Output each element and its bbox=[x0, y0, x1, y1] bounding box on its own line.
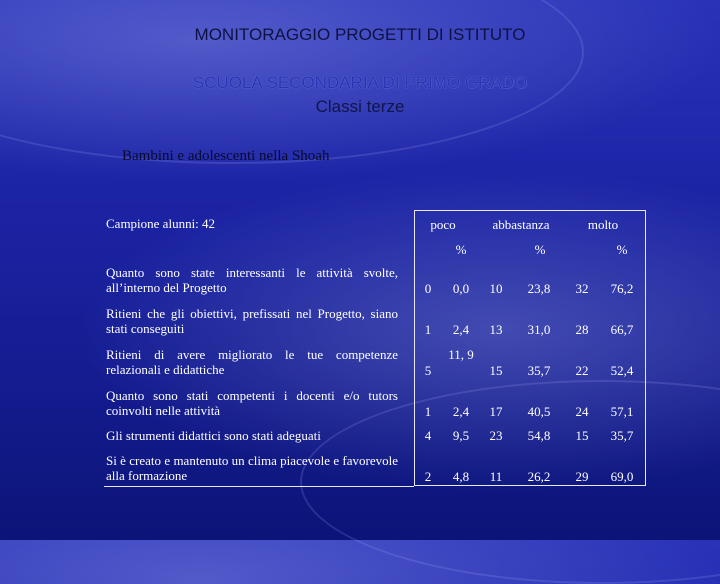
value-molto-count: 28 bbox=[575, 322, 589, 337]
value-molto-percent: 57,1 bbox=[610, 404, 634, 419]
value-molto-percent: 69,0 bbox=[610, 469, 634, 484]
value-poco-count: 0 bbox=[424, 281, 432, 296]
value-abbastanza-percent: 26,2 bbox=[527, 469, 551, 484]
question-label: Ritieni che gli obiettivi, prefissati nel Progetto, siano stati conseguiti bbox=[106, 306, 398, 336]
value-poco-percent: 2,4 bbox=[452, 404, 470, 419]
value-abbastanza-count: 23 bbox=[489, 428, 503, 443]
value-abbastanza-percent: 54,8 bbox=[527, 428, 551, 443]
value-abbastanza-count: 10 bbox=[489, 281, 503, 296]
value-molto-count: 24 bbox=[575, 404, 589, 419]
value-poco-count: 1 bbox=[424, 404, 432, 419]
table-border bbox=[414, 210, 415, 486]
value-abbastanza-percent: 23,8 bbox=[527, 281, 551, 296]
question-label: Quanto sono stati competenti i docenti e/o tutors coinvolti nelle attività bbox=[106, 388, 398, 418]
value-poco-percent: 11, 9 bbox=[448, 347, 474, 362]
value-poco-percent: 2,4 bbox=[452, 322, 470, 337]
classes-title: Classi terze bbox=[315, 97, 405, 116]
value-poco-count: 4 bbox=[424, 428, 432, 443]
table-border bbox=[414, 485, 646, 486]
value-poco-percent: 4,8 bbox=[452, 469, 470, 484]
value-poco-count: 2 bbox=[424, 469, 432, 484]
value-abbastanza-count: 17 bbox=[489, 404, 503, 419]
value-abbastanza-percent: 31,0 bbox=[527, 322, 551, 337]
page-title: MONITORAGGIO PROGETTI DI ISTITUTO bbox=[194, 25, 526, 44]
value-molto-percent: 66,7 bbox=[610, 322, 634, 337]
value-molto-count: 29 bbox=[575, 469, 589, 484]
value-molto-count: 22 bbox=[575, 363, 589, 378]
value-abbastanza-count: 15 bbox=[489, 363, 503, 378]
value-molto-count: 32 bbox=[575, 281, 589, 296]
table-border bbox=[645, 210, 646, 486]
value-abbastanza-percent: 35,7 bbox=[527, 363, 551, 378]
value-poco-count: 5 bbox=[424, 363, 432, 378]
value-poco-percent: 0,0 bbox=[452, 281, 470, 296]
table-border bbox=[414, 210, 646, 211]
project-title: Bambini e adolescenti nella Shoah bbox=[122, 148, 330, 164]
value-molto-percent: 76,2 bbox=[610, 281, 634, 296]
value-molto-count: 15 bbox=[575, 428, 589, 443]
percent-header: % bbox=[616, 242, 628, 257]
school-title: SCUOLA SECONDARIA DI PRIMO GRADO bbox=[192, 73, 528, 92]
column-header-molto: molto bbox=[587, 217, 619, 232]
percent-header: % bbox=[534, 242, 546, 257]
value-abbastanza-count: 13 bbox=[489, 322, 503, 337]
percent-header: % bbox=[455, 242, 467, 257]
column-header-abbastanza: abbastanza bbox=[492, 217, 550, 232]
sample-label: Campione alunni: 42 bbox=[106, 216, 216, 231]
value-poco-percent: 9,5 bbox=[452, 428, 470, 443]
table-border bbox=[104, 486, 414, 487]
value-molto-percent: 52,4 bbox=[610, 363, 634, 378]
question-label: Quanto sono state interessanti le attività svolte, all’interno del Progetto bbox=[106, 265, 398, 295]
question-label: Si è creato e mantenuto un clima piacevole e favorevole alla formazione bbox=[106, 453, 398, 483]
value-abbastanza-count: 11 bbox=[489, 469, 503, 484]
question-label: Gli strumenti didattici sono stati adeguati bbox=[106, 428, 321, 443]
column-header-poco: poco bbox=[430, 217, 456, 232]
value-molto-percent: 35,7 bbox=[610, 428, 634, 443]
value-poco-count: 1 bbox=[424, 322, 432, 337]
question-label: Ritieni di avere migliorato le tue competenze relazionali e didattiche bbox=[106, 347, 398, 377]
value-abbastanza-percent: 40,5 bbox=[527, 404, 551, 419]
